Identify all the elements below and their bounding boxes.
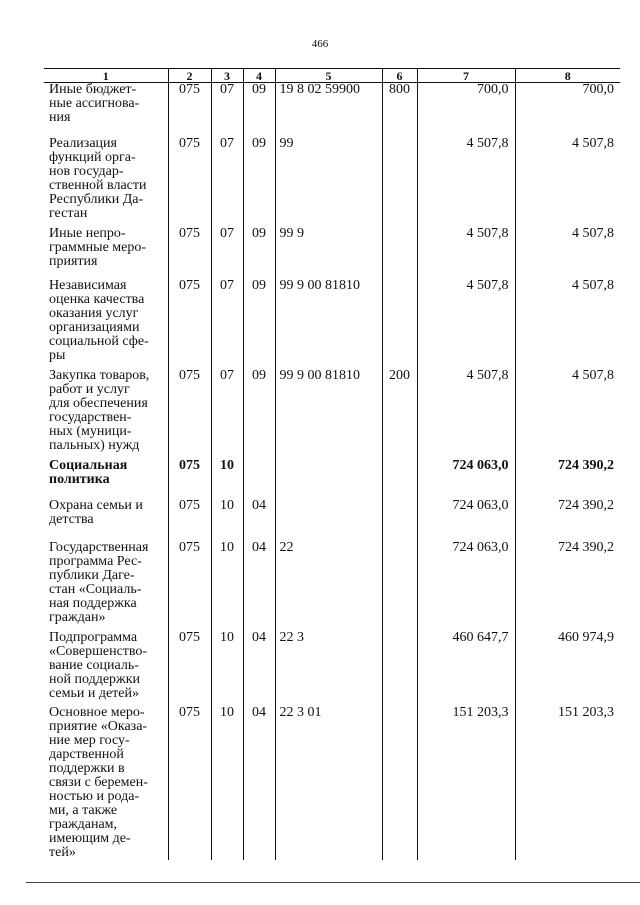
column-header: 8 — [515, 69, 620, 83]
column-3-cell: 07 — [211, 279, 243, 369]
column-7-cell: 724 063,0 — [417, 541, 515, 631]
column-6-cell — [382, 541, 417, 631]
table-row — [44, 83, 620, 137]
column-8-cell: 724 390,2 — [515, 459, 620, 499]
column-7-cell: 724 063,0 — [417, 459, 515, 499]
column-2-cell: 075 — [168, 499, 211, 541]
column-4-cell: 09 — [243, 227, 275, 279]
column-8-cell: 724 390,2 — [515, 541, 620, 631]
column-7-cell: 4 507,8 — [417, 369, 515, 459]
column-7-cell: 460 647,7 — [417, 631, 515, 706]
column-7-cell: 4 507,8 — [417, 137, 515, 227]
column-3-cell: 10 — [211, 459, 243, 499]
table-row — [44, 137, 620, 227]
name-cell: Подпрограмма «Совершенство- вание социаль- ной поддержки семьи и детей» — [49, 629, 148, 701]
table-header-row — [44, 69, 620, 83]
table-row — [44, 706, 620, 860]
column-3-cell: 10 — [211, 706, 243, 860]
column-8-cell: 460 974,9 — [515, 631, 620, 706]
column-2-cell: 075 — [168, 369, 211, 459]
column-8-cell: 724 390,2 — [515, 499, 620, 541]
name-cell: Иные бюджет- ные ассигнова- ния — [49, 82, 140, 125]
column-3-cell: 10 — [211, 499, 243, 541]
column-5-cell: 99 9 00 81810 — [275, 369, 382, 459]
name-cell: Социальная политика — [49, 457, 128, 487]
column-2-cell: 075 — [168, 631, 211, 706]
column-5-cell: 19 8 02 59900 — [275, 83, 382, 137]
column-6-cell — [382, 279, 417, 369]
column-2-cell: 075 — [168, 83, 211, 137]
column-header: 5 — [275, 69, 382, 83]
column-3-cell: 10 — [211, 631, 243, 706]
column-5-cell: 99 — [275, 137, 382, 227]
name-cell: Основное меро- приятие «Оказа- ние мер госу- дарственной поддержки в связи с беремен- ностью и рода- ми, а также гражданам, имеющим де- тей» — [49, 704, 148, 860]
column-header: 7 — [417, 69, 515, 83]
column-header: 4 — [243, 69, 275, 83]
column-8-cell: 4 507,8 — [515, 227, 620, 279]
table-row — [44, 369, 620, 459]
column-2-cell: 075 — [168, 137, 211, 227]
column-3-cell: 07 — [211, 137, 243, 227]
column-7-cell: 724 063,0 — [417, 499, 515, 541]
column-5-cell: 99 9 — [275, 227, 382, 279]
name-cell: Закупка товаров, работ и услуг для обеспечения государствен- ных (муници- пальных) нужд — [49, 367, 150, 453]
column-4-cell: 09 — [243, 137, 275, 227]
column-8-cell: 4 507,8 — [515, 369, 620, 459]
table-row — [44, 631, 620, 706]
column-6-cell — [382, 499, 417, 541]
column-8-cell: 151 203,3 — [515, 706, 620, 860]
page-number: 466 — [311, 38, 329, 50]
column-2-cell: 075 — [168, 459, 211, 499]
column-header: 1 — [44, 69, 168, 83]
column-5-cell: 22 — [275, 541, 382, 631]
column-5-cell: 22 3 — [275, 631, 382, 706]
table-row — [44, 279, 620, 369]
column-3-cell: 07 — [211, 227, 243, 279]
table-row — [44, 541, 620, 631]
column-2-cell: 075 — [168, 227, 211, 279]
column-6-cell: 800 — [382, 83, 417, 137]
column-5-cell: 22 3 01 — [275, 706, 382, 860]
table-row — [44, 227, 620, 279]
column-4-cell: 04 — [243, 499, 275, 541]
column-3-cell: 07 — [211, 83, 243, 137]
column-3-cell: 10 — [211, 541, 243, 631]
column-6-cell: 200 — [382, 369, 417, 459]
column-4-cell: 04 — [243, 541, 275, 631]
table-row — [44, 499, 620, 541]
column-7-cell: 4 507,8 — [417, 279, 515, 369]
column-2-cell: 075 — [168, 279, 211, 369]
name-cell: Иные непро- граммные меро- приятия — [49, 225, 147, 269]
column-3-cell: 07 — [211, 369, 243, 459]
column-7-cell: 700,0 — [417, 83, 515, 137]
column-header: 6 — [382, 69, 417, 83]
column-header: 3 — [211, 69, 243, 83]
column-8-cell: 4 507,8 — [515, 279, 620, 369]
column-6-cell — [382, 227, 417, 279]
column-5-cell — [275, 459, 382, 499]
column-4-cell — [243, 459, 275, 499]
budget-table — [44, 68, 620, 860]
column-8-cell: 700,0 — [515, 83, 620, 137]
name-cell: Государственная программа Рес- публики Даге- стан «Социаль- ная поддержка граждан» — [49, 539, 149, 625]
name-cell: Независимая оценка качества оказания услуг организациями социальной сфе- ры — [49, 277, 149, 363]
column-2-cell: 075 — [168, 706, 211, 860]
column-2-cell: 075 — [168, 541, 211, 631]
column-header: 2 — [168, 69, 211, 83]
table-row — [44, 459, 620, 499]
name-cell: Охрана семьи и детства — [49, 497, 143, 527]
column-7-cell: 151 203,3 — [417, 706, 515, 860]
column-4-cell: 04 — [243, 706, 275, 860]
column-6-cell — [382, 137, 417, 227]
column-4-cell: 09 — [243, 279, 275, 369]
column-7-cell: 4 507,8 — [417, 227, 515, 279]
column-8-cell: 4 507,8 — [515, 137, 620, 227]
column-6-cell — [382, 631, 417, 706]
column-5-cell — [275, 499, 382, 541]
bottom-rule — [26, 882, 640, 883]
column-4-cell: 04 — [243, 631, 275, 706]
name-cell: Реализация функций орга- нов государ- ственной власти Республики Да- гестан — [49, 135, 147, 221]
column-6-cell — [382, 459, 417, 499]
column-4-cell: 09 — [243, 369, 275, 459]
column-6-cell — [382, 706, 417, 860]
column-4-cell: 09 — [243, 83, 275, 137]
column-5-cell: 99 9 00 81810 — [275, 279, 382, 369]
